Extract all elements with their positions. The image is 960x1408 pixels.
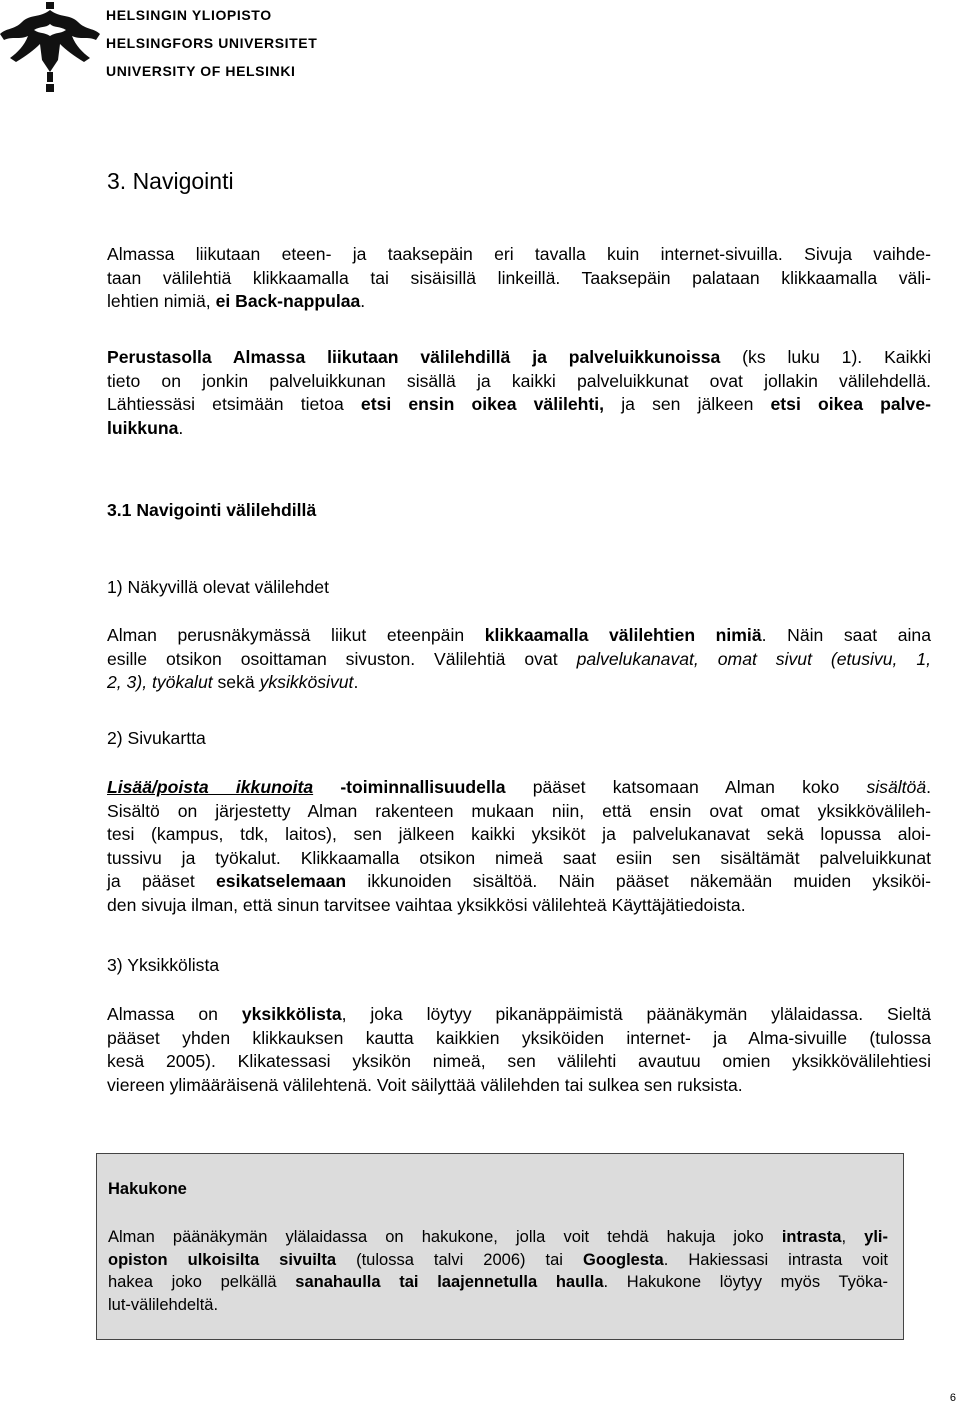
text-line: den sivuja ilman, että sinun tarvitsee vaihtaa yksikkösi välilehteä Käyttäjätiedoista.	[107, 894, 746, 915]
text-line: Alman perusnäkymässä liikut eteenpäin klikkaamalla välilehtien nimiä. Näin saat aina	[107, 625, 931, 645]
subsection-heading-3: 3) Yksikkölista	[107, 955, 220, 975]
subsection-paragraph-3	[107, 1003, 931, 1097]
text-line: Perustasolla Almassa liikutaan välilehdillä ja palveluikkunoissa (ks luku 1). Kaikki	[107, 347, 932, 367]
info-box-title: Hakukone	[108, 1180, 187, 1198]
text-line: ja pääset esikatselemaan ikkunoiden sisältöä. Näin pääset näkemään muiden yksiköi-	[107, 871, 932, 891]
page-title: 3. Navigointi	[107, 168, 234, 194]
search-info-box	[96, 1153, 904, 1340]
subsection-paragraph-2	[107, 776, 931, 917]
text-line: tussivu ja työkalut. Klikkaamalla otsikon nimeä saat esiin sen sisältämät palveluikkunat	[107, 847, 931, 868]
university-logo	[0, 0, 318, 96]
university-name-sv: HELSINGFORS UNIVERSITET	[106, 35, 318, 51]
info-box-text	[108, 1226, 888, 1316]
text-line: tieto on jonkin palveluikkunan sisällä ja kaikki palveluikkunat ovat jollakin välilehdellä.	[107, 370, 931, 391]
university-emblem-icon	[0, 0, 100, 96]
subsection-paragraph-1	[107, 624, 931, 695]
text-line: luikkuna.	[107, 417, 184, 438]
text-line: lehtien nimiä, ei Back-nappulaa.	[107, 291, 366, 311]
intro-paragraph-2	[107, 346, 931, 440]
subsection-heading-2: 2) Sivukartta	[107, 728, 206, 748]
text-line: viereen ylimääräisenä välilehtenä. Voit säilyttää välilehden tai sulkea sen ruksista.	[107, 1074, 743, 1095]
text-line: pääset yhden klikkauksen kautta kaikkien yksiköiden internet- ja Alma-sivuille (tulossa	[107, 1027, 931, 1048]
text-line: Almassa on yksikkölista, joka löytyy pikanäppäimistä päänäkymän ylälaidassa. Sieltä	[107, 1004, 931, 1024]
text-line: kesä 2005). Klikatessasi yksikön nimeä, sen välilehti avautuu omien yksikkövälilehtiesi	[107, 1051, 931, 1071]
section-heading: 3.1 Navigointi välilehdillä	[107, 500, 317, 520]
text-line: Lisää/poista ikkunoita -toiminnallisuudella pääset katsomaan Alman koko sisältöä.	[107, 777, 932, 797]
text-line: Alman päänäkymän ylälaidassa on hakukone, jolla voit tehdä hakuja joko intrasta, yli-	[108, 1228, 888, 1246]
text-line: esille otsikon osoittaman sivuston. Välilehtiä ovat palvelukanavat, omat sivut (etusivu, 1,	[107, 648, 931, 669]
text-line: Almassa liikutaan eteen- ja taaksepäin eri tavalla kuin internet-sivuilla. Sivuja vaihde-	[107, 244, 931, 264]
text-line: Lähtiessäsi etsimään tietoa etsi ensin oikea välilehti, ja sen jälkeen etsi oikea palve-	[107, 394, 931, 414]
page-number: 6	[949, 1392, 956, 1404]
text-line: 2, 3), työkalut sekä yksikkösivut.	[107, 672, 359, 692]
text-line: hakea joko pelkällä sanahaulla tai laajennetulla haulla. Hakukone löytyy myös Työka-	[108, 1273, 888, 1292]
intro-paragraph-1	[107, 243, 931, 314]
text-line: Sisältö on järjestetty Alman rakenteen mukaan niin, että ensin ovat omat yksikkövälileh-	[107, 800, 931, 821]
university-name-fi: HELSINGIN YLIOPISTO	[106, 7, 272, 23]
text-line: tesi (kampus, tdk, laitos), sen jälkeen kaikki yksiköt ja palvelukanavat sekä lopussa aloi-	[107, 824, 931, 844]
text-line: opiston ulkoisilta sivuilta (tulossa talvi 2006) tai Googlesta. Hakiessasi intrasta voit	[108, 1250, 889, 1269]
text-line: lut-välilehdeltä.	[108, 1295, 219, 1314]
university-name-en: UNIVERSITY OF HELSINKI	[106, 63, 296, 79]
text-line: taan välilehtiä klikkaamalla tai sisäisillä linkeillä. Taaksepäin palataan klikkaamalla väli-	[107, 267, 931, 288]
subsection-heading-1: 1) Näkyvillä olevat välilehdet	[107, 577, 329, 597]
